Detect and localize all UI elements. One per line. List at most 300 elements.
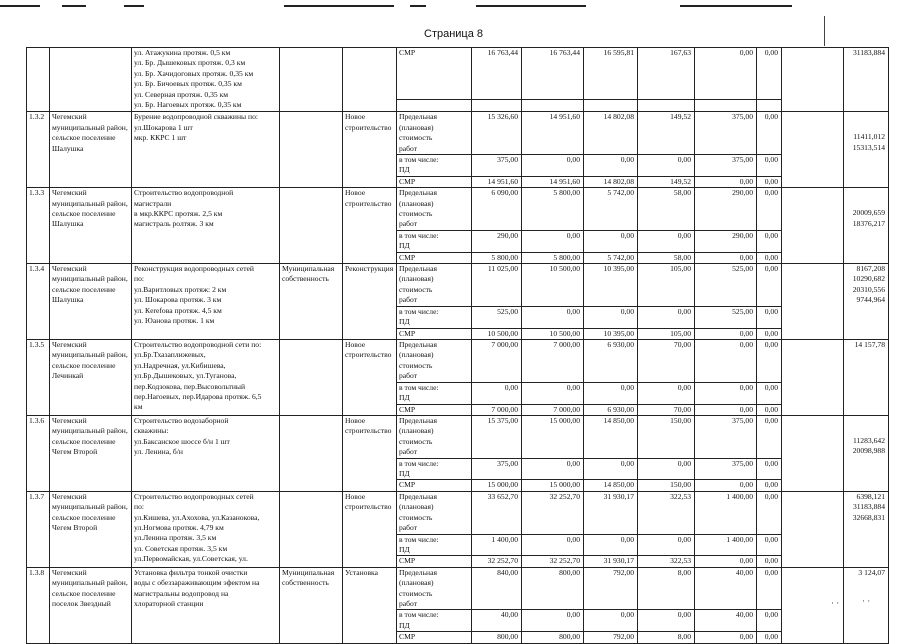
table-body	[27, 48, 889, 644]
location-cell-line: сельское поселение	[52, 360, 116, 370]
value-cell: 15 000,00	[522, 480, 584, 491]
objects-cell-line: ул. Бр. Дышековых протяж. 0,3 км	[134, 58, 246, 68]
value-cell: 0,00	[757, 264, 782, 307]
value-cell: 0,00	[584, 230, 638, 252]
value-cell: 0,00	[522, 306, 584, 328]
value-cell: 5 800,00	[522, 252, 584, 263]
work-type-cell	[343, 567, 397, 643]
ownership-cell	[280, 415, 343, 491]
metric-cell-line: 15313,514	[852, 142, 885, 152]
objects-cell-line: ул. Бр. Нагоевых протяж. 0,35 км	[134, 100, 242, 110]
value-cell: 375,00	[472, 458, 522, 480]
cost-label-cell-line: в том числе:	[399, 155, 439, 165]
cost-label-cell-line: стоимость	[399, 209, 433, 219]
objects-cell-line: ул. Северная протяж. 0,35 км	[134, 89, 229, 99]
cost-label-cell	[397, 382, 472, 404]
value-cell: 375,00	[695, 415, 757, 458]
ownership-cell	[280, 48, 343, 112]
cost-label-cell-line: Предельная	[399, 188, 437, 198]
objects-cell-line: воды с обеззараживающим эфектом на	[134, 578, 260, 588]
value-cell: 40,00	[472, 610, 522, 632]
work-type-cell	[343, 188, 397, 264]
location-cell-line: Чегемский	[52, 567, 87, 577]
margin-rule	[824, 16, 825, 46]
cost-label-cell-line: в том числе:	[399, 230, 439, 240]
ownership-cell	[280, 112, 343, 188]
value-cell: 0,00	[584, 306, 638, 328]
value-cell: 10 500,00	[472, 328, 522, 339]
value-cell: 0,00	[757, 480, 782, 491]
value-cell: 1 400,00	[695, 534, 757, 556]
value-cell: 0,00	[584, 155, 638, 177]
value-cell: 0,00	[695, 328, 757, 339]
objects-cell	[132, 188, 280, 264]
value-cell: 10 395,00	[584, 264, 638, 307]
value-cell: 16 763,44	[472, 48, 522, 100]
empty-cell	[584, 100, 638, 112]
value-cell: 14 850,00	[584, 480, 638, 491]
objects-cell-line: ул.Баксанское шоссе б/н 1 шт	[134, 436, 230, 446]
objects-cell-line: ул. Бр. Бичоевых протяж. 0,35 км	[134, 79, 242, 89]
cost-label-cell-line: в том числе:	[399, 534, 439, 544]
value-cell: 0,00	[522, 458, 584, 480]
value-cell: 11 025,00	[472, 264, 522, 307]
value-cell: 0,00	[757, 556, 782, 567]
empty-cell	[695, 100, 757, 112]
value-cell: 150,00	[638, 415, 695, 458]
cost-label-cell	[397, 491, 472, 534]
cost-label-cell-line: (плановая)	[399, 122, 434, 132]
cost-label-cell-line: работ	[399, 523, 418, 532]
spacer-cell	[782, 415, 844, 491]
value-cell: 5 742,00	[584, 252, 638, 263]
scan-mark: · ·	[831, 598, 840, 608]
value-cell: 0,00	[757, 534, 782, 556]
value-cell: 16 595,81	[584, 48, 638, 100]
objects-cell-line: ул. Кerefoвa протяж. 4,5 км	[134, 305, 222, 315]
value-cell: 0,00	[757, 188, 782, 231]
objects-cell-line: ул.Шокарова 1 шт	[134, 122, 193, 132]
value-cell: 375,00	[695, 112, 757, 155]
cost-label-cell-line: ПД	[399, 165, 410, 175]
value-cell: 290,00	[695, 188, 757, 231]
value-cell: 0,00	[757, 328, 782, 339]
cost-label-cell	[397, 567, 472, 610]
metric-cell-line: 31183,884	[853, 502, 885, 512]
work-type-cell-line: строительство	[345, 502, 392, 512]
cost-label-cell-line: стоимость	[399, 284, 433, 294]
cost-label-cell-line: (плановая)	[399, 350, 434, 360]
spacer-cell	[782, 48, 844, 112]
location-cell-line: Чегем Второй	[52, 447, 98, 457]
empty-cell	[638, 100, 695, 112]
objects-cell-line: Реконструкция водопроводных сетей	[134, 264, 254, 274]
value-cell: 0,00	[757, 230, 782, 252]
metric-cell-line: 8167,208	[856, 264, 885, 274]
location-cell-line: сельское поселение	[52, 133, 116, 143]
cost-label-cell	[397, 415, 472, 458]
value-cell: 150,00	[638, 480, 695, 491]
location-cell-line: муниципальный район,	[52, 350, 128, 360]
value-cell: 322,53	[638, 556, 695, 567]
metric-cell	[844, 48, 889, 112]
location-cell-line: муниципальный район,	[52, 198, 128, 208]
cost-label-cell-line: в том числе:	[399, 382, 439, 392]
metric-cell-line: 11283,642	[853, 435, 885, 445]
table-row	[27, 339, 889, 382]
metric-cell-line: 20310,556	[852, 284, 885, 294]
cost-label-cell	[397, 458, 472, 480]
objects-cell-line: ул. Шокарова протяж. 3 км	[134, 295, 222, 305]
work-type-cell	[343, 264, 397, 340]
location-cell-line: сельское поселение	[52, 209, 116, 219]
value-cell: 0,00	[638, 382, 695, 404]
value-cell: 31 930,17	[584, 491, 638, 534]
cost-label-cell-line: работ	[399, 599, 418, 609]
objects-cell-line: ул.Бр.Тхазаплижевых,	[134, 350, 206, 360]
table-row	[27, 188, 889, 231]
value-cell: 15 000,00	[522, 415, 584, 458]
header-marks	[0, 0, 905, 10]
value-cell: 792,00	[584, 567, 638, 610]
value-cell: 0,00	[638, 610, 695, 632]
value-cell: 0,00	[638, 230, 695, 252]
cost-label-cell-line: (плановая)	[399, 578, 434, 588]
item-number-cell: 1.3.3	[27, 188, 50, 264]
value-cell: 7 000,00	[472, 339, 522, 382]
objects-cell-line: Строительство водозаборной	[134, 415, 229, 425]
value-cell: 0,00	[695, 404, 757, 415]
cost-label-cell-line: (плановая)	[399, 198, 434, 208]
objects-cell-line: ул. Советская протяж. 3,5 км	[134, 543, 228, 553]
cost-label-cell-line: стоимость	[399, 512, 433, 522]
item-number-cell: 1.3.7	[27, 491, 50, 567]
objects-cell-line: ул. Атажукина протяж. 0,5 км	[134, 48, 231, 57]
metric-cell-line: 20098,988	[852, 446, 885, 456]
value-cell: 0,00	[695, 339, 757, 382]
value-cell: 0,00	[584, 458, 638, 480]
work-type-cell	[343, 48, 397, 112]
cost-label-cell: СМР	[397, 632, 472, 643]
spacer-cell	[782, 188, 844, 264]
table-row	[27, 567, 889, 610]
value-cell: 6 930,00	[584, 404, 638, 415]
objects-cell	[132, 491, 280, 567]
metric-cell-line: 20009,659	[852, 208, 885, 218]
value-cell: 7 000,00	[522, 404, 584, 415]
objects-cell-line: ул.Первомайская, ул.Советская, ул.	[134, 554, 248, 564]
value-cell: 5 742,00	[584, 188, 638, 231]
value-cell: 167,63	[638, 48, 695, 100]
value-cell: 0,00	[695, 176, 757, 187]
value-cell: 14 951,60	[472, 176, 522, 187]
cost-label-cell-line: в том числе:	[399, 458, 439, 468]
value-cell: 5 800,00	[522, 188, 584, 231]
metric-cell-line: 9744,964	[856, 295, 885, 305]
objects-cell-line: ул.Варитловых протяж: 2 км	[134, 284, 227, 294]
value-cell: 525,00	[695, 264, 757, 307]
value-cell: 10 500,00	[522, 264, 584, 307]
location-cell	[50, 112, 132, 188]
cost-label-cell-line: Предельная	[399, 264, 437, 274]
cost-label-cell: СМР	[397, 48, 472, 100]
cost-label-cell	[397, 112, 472, 155]
spacer-cell	[782, 112, 844, 188]
value-cell: 0,00	[638, 458, 695, 480]
objects-cell-line: км	[134, 402, 143, 412]
spacer-cell	[782, 491, 844, 567]
value-cell: 15 326,60	[472, 112, 522, 155]
value-cell: 0,00	[695, 252, 757, 263]
value-cell: 0,00	[695, 48, 757, 100]
cost-label-cell-line: Предельная	[399, 567, 437, 577]
value-cell: 0,00	[584, 382, 638, 404]
metric-cell	[844, 264, 889, 340]
cost-label-cell-line: ПД	[399, 241, 410, 251]
value-cell: 10 500,00	[522, 328, 584, 339]
metric-cell	[844, 491, 889, 567]
value-cell: 0,00	[638, 306, 695, 328]
value-cell: 5 800,00	[472, 252, 522, 263]
value-cell: 70,00	[638, 339, 695, 382]
objects-cell-line: мкр. ККРС 1 шт	[134, 133, 187, 143]
cost-label-cell-line: ПД	[399, 393, 410, 403]
objects-cell-line: хлораторной станции	[134, 599, 204, 609]
value-cell: 0,00	[584, 534, 638, 556]
ownership-cell	[280, 339, 343, 415]
item-number-cell: 1.3.4	[27, 264, 50, 340]
value-cell: 375,00	[695, 155, 757, 177]
cost-label-cell-line: (плановая)	[399, 426, 434, 436]
value-cell: 800,00	[472, 632, 522, 643]
value-cell: 14 951,60	[522, 112, 584, 155]
table-row	[27, 415, 889, 458]
value-cell: 14 850,00	[584, 415, 638, 458]
objects-cell	[132, 48, 280, 112]
objects-cell-line: пер.Нагоевых, пер.Идарова протяж. 6,5	[134, 391, 262, 401]
cost-label-cell	[397, 610, 472, 632]
value-cell: 800,00	[522, 632, 584, 643]
value-cell: 0,00	[757, 339, 782, 382]
empty-cell	[472, 100, 522, 112]
location-cell	[50, 491, 132, 567]
value-cell: 290,00	[695, 230, 757, 252]
cost-label-cell-line: Предельная	[399, 415, 437, 425]
cost-label-cell: СМР	[397, 176, 472, 187]
metric-cell	[844, 188, 889, 264]
cost-label-cell-line: (плановая)	[399, 274, 434, 284]
value-cell: 70,00	[638, 404, 695, 415]
location-cell-line: поселок Звездный	[52, 599, 111, 609]
cost-label-cell: СМР	[397, 252, 472, 263]
value-cell: 0,00	[638, 534, 695, 556]
location-cell-line: Шалушка	[52, 143, 84, 153]
objects-cell-line: магистрали	[134, 198, 172, 208]
location-cell-line: сельское поселение	[52, 436, 116, 446]
value-cell: 0,00	[757, 632, 782, 643]
empty-cell	[522, 100, 584, 112]
value-cell: 32 252,70	[472, 556, 522, 567]
value-cell: 10 395,00	[584, 328, 638, 339]
location-cell	[50, 567, 132, 643]
value-cell: 0,00	[757, 112, 782, 155]
cost-label-cell	[397, 306, 472, 328]
cost-label-cell-line: стоимость	[399, 588, 433, 598]
objects-cell-line: в мкр.ККРС протяж. 2,5 км	[134, 209, 223, 219]
value-cell: 14 951,60	[522, 176, 584, 187]
scan-mark: · ·	[862, 596, 871, 606]
work-type-cell-line: Новое	[345, 415, 366, 425]
value-cell: 792,00	[584, 632, 638, 643]
value-cell: 31 930,17	[584, 556, 638, 567]
ownership-cell-line: Муниципальная	[282, 264, 335, 274]
cost-label-cell	[397, 264, 472, 307]
value-cell: 14 802,08	[584, 112, 638, 155]
location-cell-line: муниципальный район,	[52, 578, 128, 588]
cost-label-cell-line: (плановая)	[399, 502, 434, 512]
table-row	[27, 48, 889, 100]
value-cell: 14 802,08	[584, 176, 638, 187]
value-cell: 0,00	[695, 556, 757, 567]
cost-label-cell-line: работ	[399, 143, 418, 153]
cost-label-cell	[397, 230, 472, 252]
value-cell: 290,00	[472, 230, 522, 252]
value-cell: 33 652,70	[472, 491, 522, 534]
ownership-cell	[280, 567, 343, 643]
value-cell: 0,00	[757, 48, 782, 100]
metric-cell-line: 31183,884	[853, 48, 885, 57]
location-cell	[50, 415, 132, 491]
location-cell-line: сельское поселение	[52, 588, 116, 598]
cost-label-cell-line: работ	[399, 371, 418, 381]
location-cell-line: Шалушка	[52, 295, 84, 305]
spacer-cell	[782, 339, 844, 415]
value-cell: 7 000,00	[472, 404, 522, 415]
location-cell	[50, 264, 132, 340]
location-cell	[50, 339, 132, 415]
value-cell: 840,00	[472, 567, 522, 610]
location-cell-line: Чегемский	[52, 264, 87, 274]
value-cell: 7 000,00	[522, 339, 584, 382]
objects-cell-line: пер.Кодзокова, пер.Высовольтный	[134, 381, 246, 391]
value-cell: 0,00	[522, 534, 584, 556]
value-cell: 375,00	[695, 458, 757, 480]
value-cell: 375,00	[472, 155, 522, 177]
metric-cell-line: 6398,121	[856, 491, 885, 501]
item-number-cell: 1.3.2	[27, 112, 50, 188]
cost-label-cell: СМР	[397, 556, 472, 567]
objects-cell	[132, 112, 280, 188]
cost-label-cell-line: в том числе:	[399, 610, 439, 620]
objects-cell	[132, 415, 280, 491]
objects-cell-line: ул.Ленина протяж. 3,5 км	[134, 533, 217, 543]
table-row	[27, 491, 889, 534]
value-cell: 0,00	[522, 610, 584, 632]
location-cell	[50, 48, 132, 112]
objects-cell-line: ул.Ногмова протяж. 4,79 км	[134, 523, 224, 532]
value-cell: 6 090,00	[472, 188, 522, 231]
location-cell-line: Шалушка	[52, 219, 84, 229]
ownership-cell-line: собственность	[282, 274, 329, 284]
work-type-cell-line: Новое	[345, 339, 366, 349]
cost-label-cell-line: ПД	[399, 317, 410, 327]
table-row	[27, 264, 889, 307]
cost-label-cell-line: работ	[399, 219, 418, 229]
table-row	[27, 112, 889, 155]
value-cell: 0,00	[757, 567, 782, 610]
item-number-cell: 1.3.5	[27, 339, 50, 415]
item-number-cell	[27, 48, 50, 112]
ownership-cell-line: собственность	[282, 578, 329, 588]
objects-cell-line: ул. Ленина, б/н	[134, 447, 183, 457]
cost-label-cell-line: стоимость	[399, 360, 433, 370]
work-type-cell	[343, 415, 397, 491]
value-cell: 525,00	[472, 306, 522, 328]
value-cell: 8,00	[638, 632, 695, 643]
work-type-cell-line: Установка	[345, 567, 379, 577]
value-cell: 525,00	[695, 306, 757, 328]
metric-cell-line: 3 124,07	[858, 567, 885, 577]
location-cell-line: Чегемский	[52, 415, 87, 425]
objects-cell-line: магистраль ролтяж. 3 км	[134, 219, 214, 229]
value-cell: 58,00	[638, 188, 695, 231]
value-cell: 0,00	[522, 155, 584, 177]
objects-cell	[132, 339, 280, 415]
work-type-cell-line: строительство	[345, 198, 392, 208]
work-type-cell	[343, 491, 397, 567]
spacer-cell	[782, 264, 844, 340]
value-cell: 0,00	[757, 306, 782, 328]
work-type-cell-line: строительство	[345, 122, 392, 132]
empty-cell	[757, 100, 782, 112]
objects-cell-line: Установка фильтра тонкой очистки	[134, 567, 248, 577]
objects-cell-line: скважины:	[134, 426, 169, 436]
cost-label-cell	[397, 155, 472, 177]
value-cell: 1 400,00	[695, 491, 757, 534]
value-cell: 800,00	[522, 567, 584, 610]
capital-works-table	[26, 47, 889, 644]
value-cell: 0,00	[522, 230, 584, 252]
value-cell: 0,00	[584, 610, 638, 632]
location-cell-line: Чегемский	[52, 339, 87, 349]
ownership-cell	[280, 264, 343, 340]
objects-cell-line: Строительство водопроводных сетей	[134, 491, 254, 501]
value-cell: 0,00	[757, 491, 782, 534]
objects-cell-line: ул.Бр.Дышековых, ул.Туганова,	[134, 371, 237, 381]
value-cell: 0,00	[522, 382, 584, 404]
value-cell: 149,52	[638, 176, 695, 187]
objects-cell-line: Строительство водопроводной сети по:	[134, 339, 262, 349]
work-type-cell-line: строительство	[345, 350, 392, 360]
location-cell-line: Лечинкай	[52, 371, 84, 381]
location-cell-line: сельское поселение	[52, 512, 116, 522]
cost-label-cell: СМР	[397, 404, 472, 415]
value-cell: 0,00	[638, 155, 695, 177]
cost-label-cell-line: стоимость	[399, 133, 433, 143]
location-cell-line: муниципальный район,	[52, 426, 128, 436]
location-cell-line: муниципальный район,	[52, 274, 128, 284]
value-cell: 0,00	[757, 415, 782, 458]
work-type-cell	[343, 339, 397, 415]
work-type-cell-line: строительство	[345, 426, 392, 436]
metric-cell-line: 10290,682	[852, 274, 885, 284]
objects-cell-line: по:	[134, 274, 144, 284]
ownership-cell	[280, 188, 343, 264]
value-cell: 6 930,00	[584, 339, 638, 382]
page-title: Страница 8	[424, 28, 484, 40]
metric-cell-line: 14 157,78	[854, 339, 885, 349]
value-cell: 0,00	[757, 610, 782, 632]
